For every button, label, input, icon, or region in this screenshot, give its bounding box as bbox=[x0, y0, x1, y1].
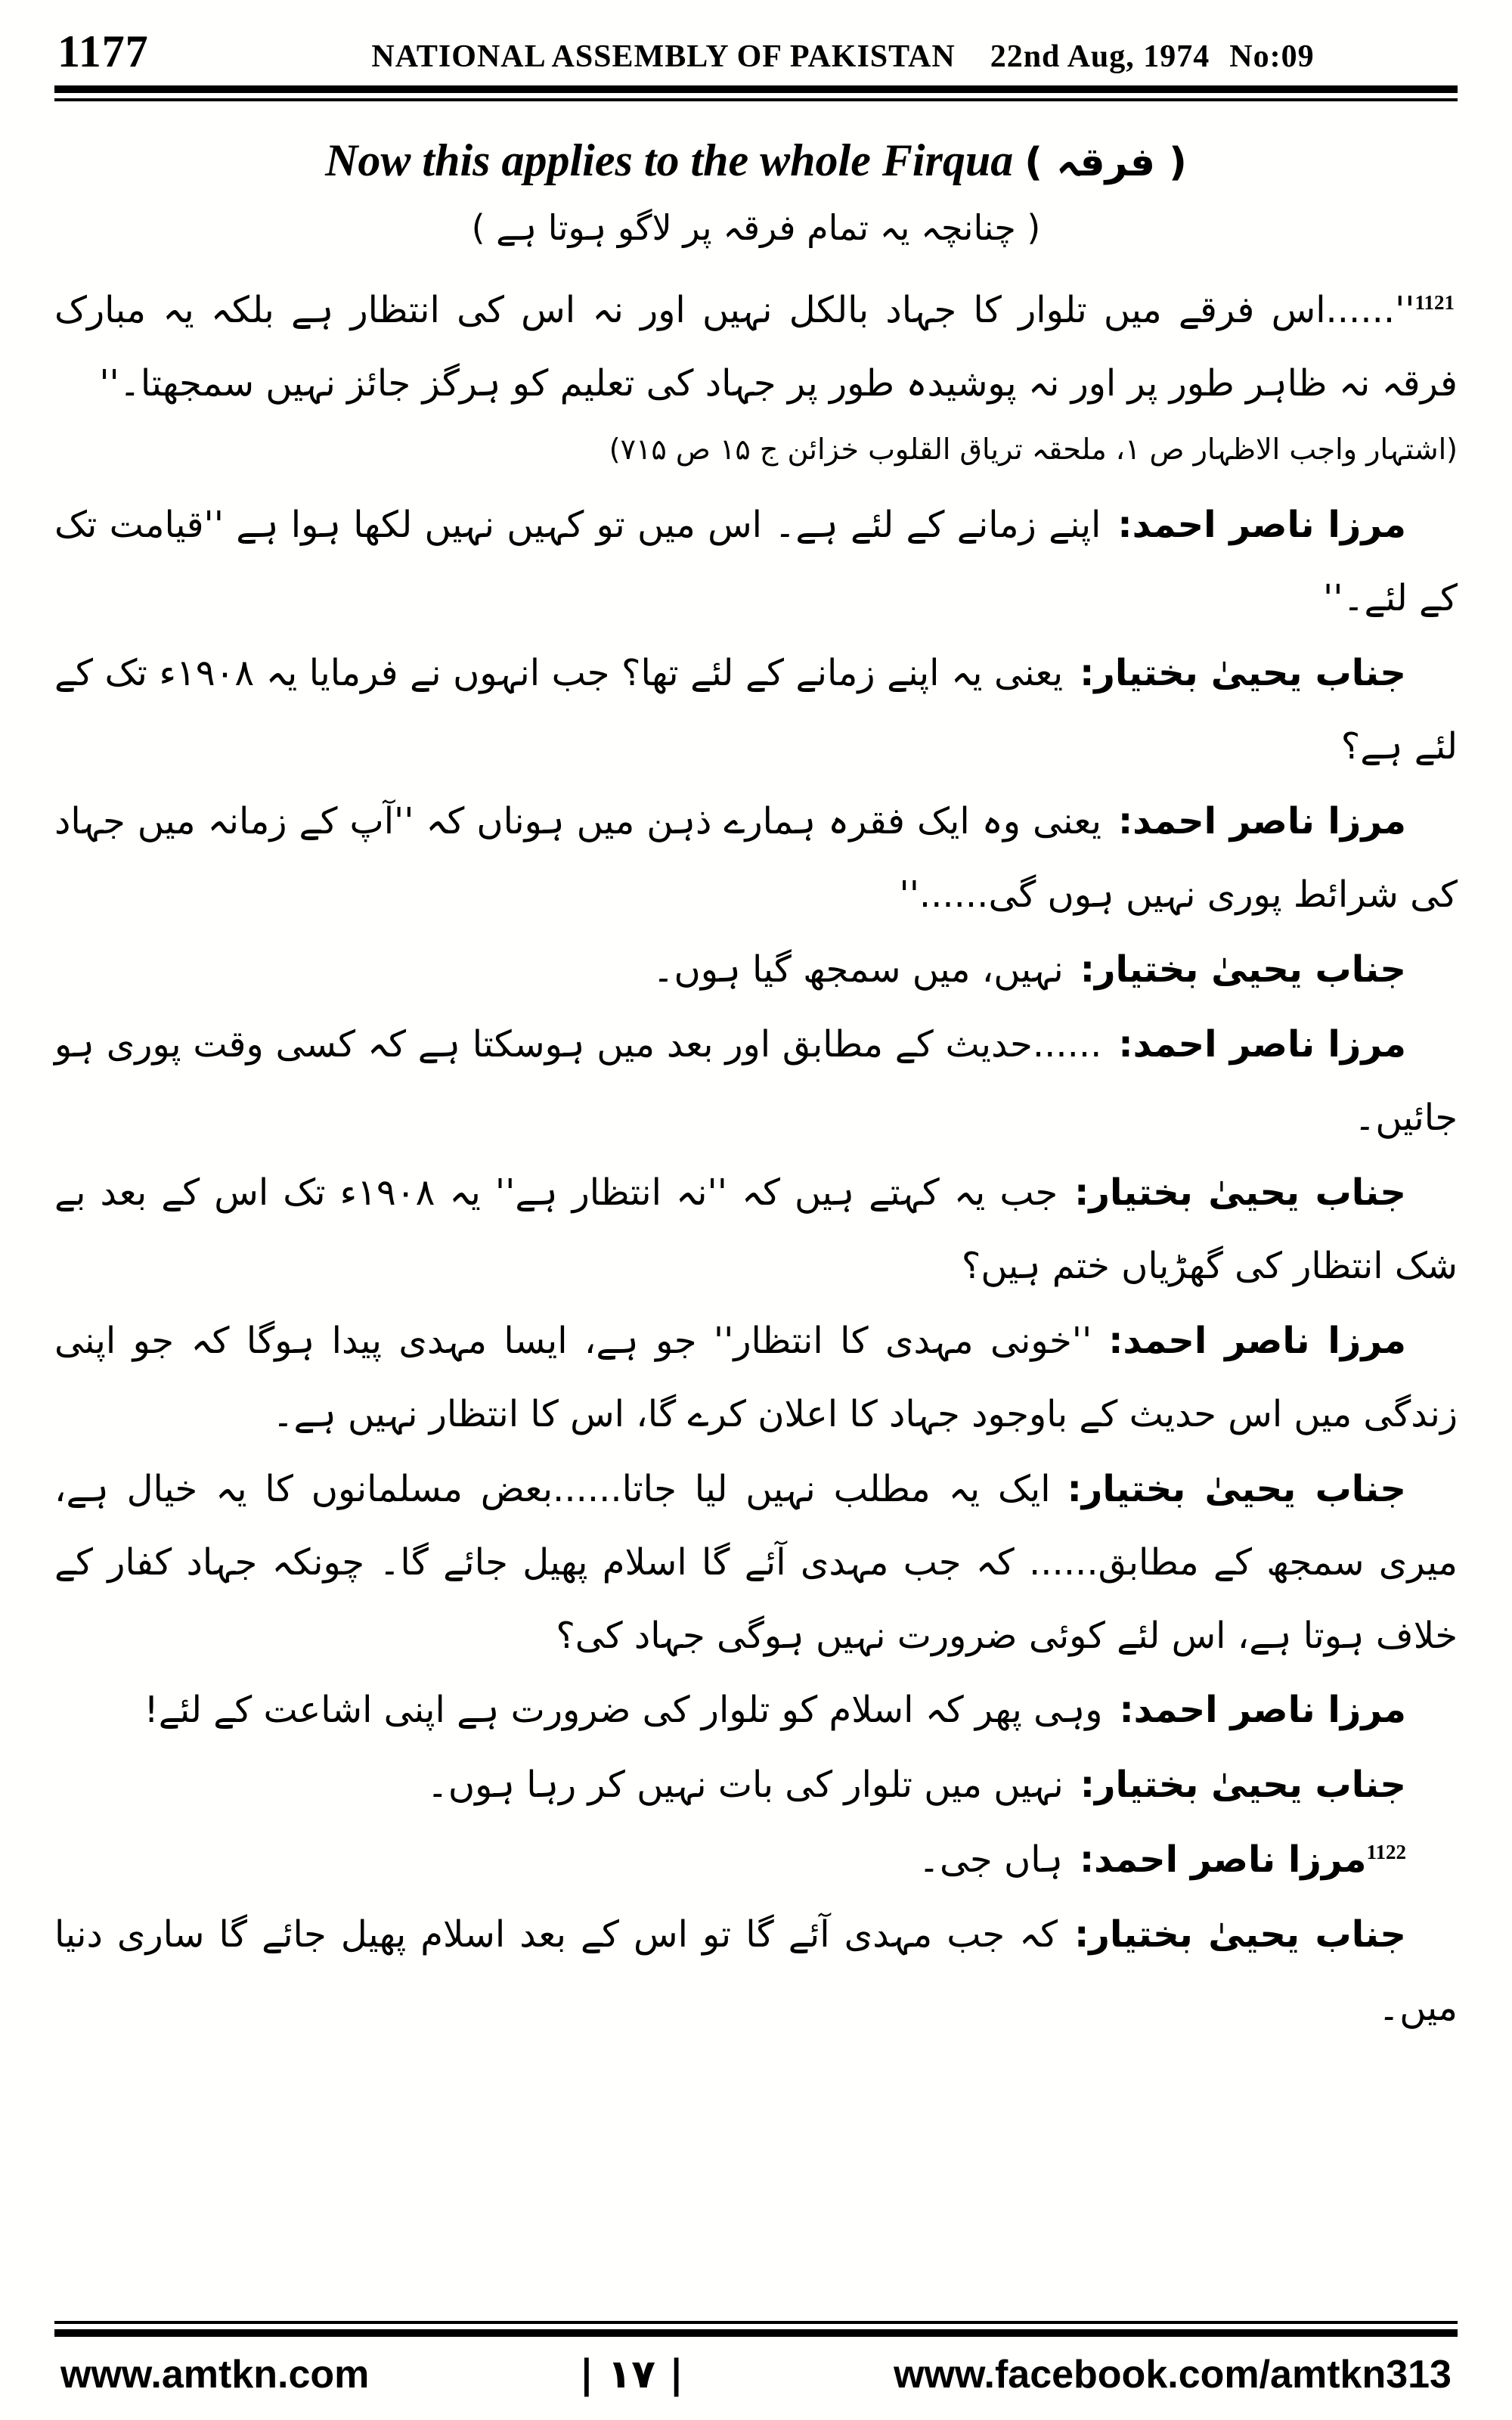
speaker-name: مرزا ناصر احمد: bbox=[1117, 504, 1406, 547]
speaker-name: جناب یحییٰ بختیار: bbox=[1074, 1171, 1407, 1214]
footer-page-marker: | ۱۷ | bbox=[579, 2352, 684, 2397]
dialogue-text: کہ جب مہدی آئے گا تو اس کے بعد اسلام پھیل جائے گا ساری دنیا میں۔ bbox=[54, 1913, 1458, 2030]
subtitle-urdu: ( چنانچہ یہ تمام فرقہ پر لاگو ہوتا ہے ) bbox=[471, 207, 1041, 248]
header-date: 22nd Aug, 1974 bbox=[990, 39, 1210, 74]
dialogue-paragraph bbox=[54, 1156, 1458, 1303]
dialogue-text: ''خونی مہدی کا انتظار'' جو ہے، ایسا مہدی پیدا ہوگا کہ جو اپنی زندگی میں اس حدیث کے باوجود جہاد کا اعلان کرے گا، اس کا انتظار نہیں ہے۔ bbox=[54, 1319, 1458, 1435]
dialogue-text: نہیں، میں سمجھ گیا ہوں۔ bbox=[652, 948, 1064, 991]
speaker-name: جناب یحییٰ بختیار: bbox=[1074, 1913, 1406, 1956]
speaker-name: جناب یحییٰ بختیار: bbox=[1080, 652, 1407, 695]
dialogue-paragraph bbox=[54, 1453, 1458, 1673]
speaker-name: جناب یحییٰ بختیار: bbox=[1080, 1764, 1406, 1807]
header-title: NATIONAL ASSEMBLY OF PAKISTAN bbox=[371, 39, 956, 74]
dialogue-text: ایک یہ مطلب نہیں لیا جاتا......بعض مسلمانوں کا یہ خیال ہے، میری سمجھ کے مطابق...... کہ جب مہدی آئے گا اسلام پھیل جائے گا۔ چونکہ جہاد کفار کے خلاف ہوتا ہے، اس لئے کوئی ضرورت نہیں ہوگی جہاد کی؟ bbox=[54, 1467, 1458, 1657]
quote-paragraph bbox=[54, 274, 1458, 420]
page-content bbox=[54, 115, 1458, 2310]
dialogue-paragraph bbox=[54, 1008, 1458, 1155]
dialogue-paragraph bbox=[54, 1305, 1458, 1451]
speaker-name: جناب یحییٰ بختیار: bbox=[1080, 948, 1406, 991]
reference-line: (اشتہار واجب الاظہار ص ۱، ملحقہ تریاق القلوب خزائن ج ۱۵ ص ۷۱۵) bbox=[609, 432, 1458, 466]
dialogue-paragraph bbox=[54, 1823, 1458, 1897]
dialogue-paragraph bbox=[54, 1748, 1458, 1822]
footer-left-url: www.amtkn.com bbox=[60, 2353, 370, 2397]
speaker-name: مرزا ناصر احمد: bbox=[1118, 1022, 1407, 1066]
page-number: 1177 bbox=[57, 26, 149, 76]
footer-right-url: www.facebook.com/amtkn313 bbox=[894, 2353, 1452, 2397]
dialogue-paragraph bbox=[54, 637, 1458, 783]
speaker-name: مرزا ناصر احمد: bbox=[1117, 800, 1406, 843]
footnote-ref-1122: 1122 bbox=[1366, 1841, 1406, 1864]
page-header bbox=[54, 21, 1458, 85]
main-title-english: Now this applies to the whole Firqua bbox=[325, 135, 1014, 185]
dialogue-paragraph bbox=[54, 489, 1458, 635]
speaker-name: مرزا ناصر احمد: bbox=[1108, 1319, 1406, 1362]
dialogue-paragraph bbox=[54, 933, 1458, 1007]
header-center bbox=[231, 39, 1455, 75]
header-divider bbox=[54, 85, 1458, 101]
dialogue-text: یعنی یہ اپنے زمانے کے لئے تھا؟ جب انہوں نے فرمایا یہ ۱۹۰۸ء تک کے لئے ہے؟ bbox=[54, 652, 1458, 768]
dialogue-paragraph bbox=[54, 1674, 1458, 1747]
main-title bbox=[54, 135, 1458, 187]
speaker-name: جناب یحییٰ بختیار: bbox=[1067, 1467, 1407, 1510]
page-footer bbox=[54, 2337, 1458, 2420]
dialogue-paragraph bbox=[54, 785, 1458, 932]
dialogue-paragraph bbox=[54, 1898, 1458, 2045]
dialogue-text: اپنے زمانے کے لئے ہے۔ اس میں تو کہیں نہیں لکھا ہوا ہے ''قیامت تک کے لئے۔'' bbox=[54, 504, 1458, 620]
speaker-name: مرزا ناصر احمد: bbox=[1119, 1689, 1406, 1732]
header-no: No:09 bbox=[1229, 39, 1315, 74]
dialogue-text: ہاں جی۔ bbox=[918, 1838, 1063, 1882]
speaker-name: مرزا ناصر احمد: bbox=[1079, 1838, 1367, 1882]
dialogue-text: وہی پھر کہ اسلام کو تلوار کی ضرورت ہے اپنی اشاعت کے لئے! bbox=[144, 1689, 1103, 1732]
main-title-urdu: ( فرقہ ) bbox=[1024, 140, 1187, 185]
quote-text: ''......اس فرقے میں تلوار کا جہاد بالکل نہیں اور نہ اس کی انتظار ہے بلکہ یہ مبارک فرقہ نہ ظاہر طور پر اور نہ پوشیدہ طور پر جہاد کی تعلیم کو ہرگز جائز نہیں سمجھتا۔'' bbox=[54, 288, 1458, 405]
footer-divider bbox=[54, 2321, 1458, 2337]
dialogue-text: نہیں میں تلوار کی بات نہیں کر رہا ہوں۔ bbox=[426, 1764, 1064, 1807]
dialogue-text: جب یہ کہتے ہیں کہ ''نہ انتظار ہے'' یہ ۱۹۰۸ء تک اس کے بعد بے شک انتظار کی گھڑیاں ختم ہیں؟ bbox=[54, 1171, 1458, 1287]
dialogue-text: ......حدیث کے مطابق اور بعد میں ہوسکتا ہے کہ کسی وقت پوری ہو جائیں۔ bbox=[54, 1022, 1458, 1139]
footnote-ref-1121: 1121 bbox=[1414, 290, 1455, 314]
dialogue-text: یعنی وہ ایک فقرہ ہمارے ذہن میں ہوناں کہ ''آپ کے زمانہ میں جہاد کی شرائط پوری نہیں ہوں گی......'' bbox=[54, 800, 1458, 916]
